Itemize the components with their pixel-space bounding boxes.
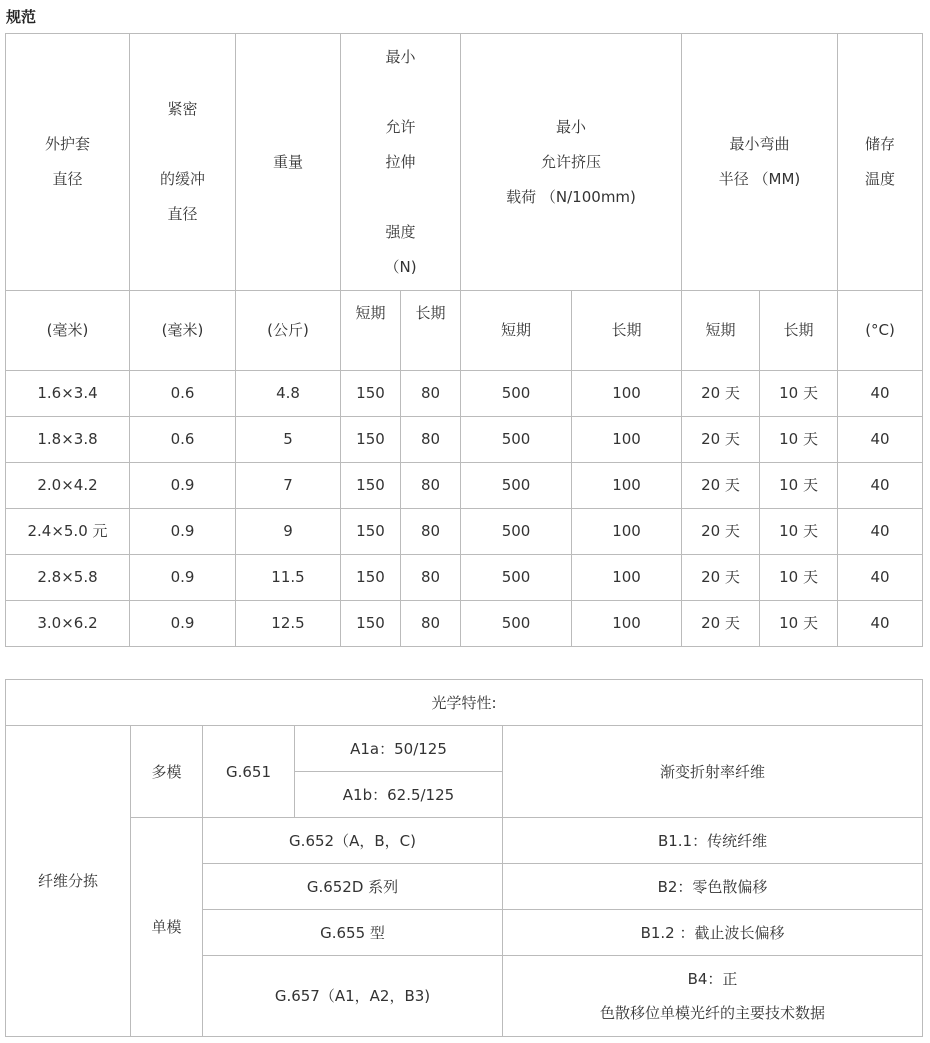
cell-buffer-diameter: 0.9 xyxy=(130,601,236,647)
singlemode-standard: G.652D 系列 xyxy=(203,864,503,910)
cell-tensile-short: 150 xyxy=(341,509,401,555)
cell-tensile-long: 80 xyxy=(401,371,461,417)
cell-bend-short: 20 天 xyxy=(682,601,760,647)
unit-bend-long: 长期 xyxy=(760,291,838,371)
cell-buffer-diameter: 0.6 xyxy=(130,371,236,417)
cell-weight: 4.8 xyxy=(236,371,341,417)
cell-storage-temp: 40 xyxy=(838,509,923,555)
unit-weight: (公斤) xyxy=(236,291,341,371)
spec-table xyxy=(5,33,923,647)
cell-bend-long: 10 天 xyxy=(760,463,838,509)
cell-storage-temp: 40 xyxy=(838,417,923,463)
cell-outer-diameter: 1.6×3.4 xyxy=(6,371,130,417)
cell-storage-temp: 40 xyxy=(838,601,923,647)
section-title: 规范 xyxy=(6,8,37,26)
multimode-type: A1b：62.5/125 xyxy=(295,772,503,818)
cell-outer-diameter: 2.0×4.2 xyxy=(6,463,130,509)
cell-crush-short: 500 xyxy=(461,509,572,555)
cell-bend-long: 10 天 xyxy=(760,371,838,417)
cell-tensile-short: 150 xyxy=(341,463,401,509)
cell-crush-short: 500 xyxy=(461,417,572,463)
singlemode-standard: G.652（A，B，C) xyxy=(203,818,503,864)
table-row xyxy=(6,601,923,647)
fiber-category-label: 纤维分拣 xyxy=(6,726,131,1037)
table-row xyxy=(6,509,923,555)
multimode-standard: G.651 xyxy=(203,726,295,818)
header-buffer-diameter: 紧密 的缓冲 直径 xyxy=(130,34,236,291)
optical-table xyxy=(5,679,923,1037)
cell-bend-short: 20 天 xyxy=(682,555,760,601)
cell-buffer-diameter: 0.9 xyxy=(130,463,236,509)
header-bend-radius: 最小弯曲 半径 （MM) xyxy=(682,34,838,291)
cell-bend-short: 20 天 xyxy=(682,371,760,417)
cell-outer-diameter: 2.4×5.0 元 xyxy=(6,509,130,555)
cell-crush-long: 100 xyxy=(572,555,682,601)
singlemode-description: B4：正 色散移位单模光纤的主要技术数据 xyxy=(503,956,923,1037)
header-row xyxy=(6,34,923,291)
cell-weight: 9 xyxy=(236,509,341,555)
table-row xyxy=(6,371,923,417)
cell-bend-short: 20 天 xyxy=(682,463,760,509)
cell-crush-short: 500 xyxy=(461,601,572,647)
cell-tensile-long: 80 xyxy=(401,509,461,555)
cell-tensile-short: 150 xyxy=(341,417,401,463)
unit-buffer-diameter: (毫米) xyxy=(130,291,236,371)
cell-crush-short: 500 xyxy=(461,371,572,417)
cell-weight: 11.5 xyxy=(236,555,341,601)
cell-buffer-diameter: 0.6 xyxy=(130,417,236,463)
singlemode-label: 单模 xyxy=(131,818,203,1037)
cell-crush-short: 500 xyxy=(461,463,572,509)
cell-buffer-diameter: 0.9 xyxy=(130,509,236,555)
multimode-label: 多模 xyxy=(131,726,203,818)
cell-crush-long: 100 xyxy=(572,417,682,463)
cell-weight: 5 xyxy=(236,417,341,463)
cell-tensile-short: 150 xyxy=(341,555,401,601)
unit-outer-diameter: (毫米) xyxy=(6,291,130,371)
spec-body xyxy=(6,371,923,647)
cell-bend-short: 20 天 xyxy=(682,509,760,555)
cell-storage-temp: 40 xyxy=(838,371,923,417)
header-weight: 重量 xyxy=(236,34,341,291)
cell-bend-long: 10 天 xyxy=(760,509,838,555)
header-outer-diameter: 外护套 直径 xyxy=(6,34,130,291)
header-tensile-strength: 最小 允许 拉伸 强度 （N) xyxy=(341,34,461,291)
header-crush-load: 最小 允许挤压 载荷 （N/100mm) xyxy=(461,34,682,291)
cell-outer-diameter: 3.0×6.2 xyxy=(6,601,130,647)
cell-tensile-short: 150 xyxy=(341,601,401,647)
singlemode-description: B1.1：传统纤维 xyxy=(503,818,923,864)
table-row xyxy=(6,463,923,509)
cell-crush-long: 100 xyxy=(572,463,682,509)
unit-tensile-short: 短期 xyxy=(341,291,401,371)
singlemode-standard: G.655 型 xyxy=(203,910,503,956)
cell-tensile-long: 80 xyxy=(401,463,461,509)
cell-tensile-short: 150 xyxy=(341,371,401,417)
optical-title: 光学特性: xyxy=(6,680,923,726)
unit-storage: (°C) xyxy=(838,291,923,371)
singlemode-standard: G.657（A1，A2，B3) xyxy=(203,956,503,1037)
multimode-description: 渐变折射率纤维 xyxy=(503,726,923,818)
cell-tensile-long: 80 xyxy=(401,601,461,647)
unit-row xyxy=(6,291,923,371)
cell-weight: 7 xyxy=(236,463,341,509)
cell-outer-diameter: 1.8×3.8 xyxy=(6,417,130,463)
cell-buffer-diameter: 0.9 xyxy=(130,555,236,601)
cell-weight: 12.5 xyxy=(236,601,341,647)
cell-tensile-long: 80 xyxy=(401,417,461,463)
unit-crush-short: 短期 xyxy=(461,291,572,371)
table-row xyxy=(6,417,923,463)
cell-crush-long: 100 xyxy=(572,371,682,417)
cell-crush-short: 500 xyxy=(461,555,572,601)
cell-crush-long: 100 xyxy=(572,509,682,555)
cell-storage-temp: 40 xyxy=(838,463,923,509)
cell-tensile-long: 80 xyxy=(401,555,461,601)
cell-crush-long: 100 xyxy=(572,601,682,647)
cell-bend-long: 10 天 xyxy=(760,555,838,601)
cell-outer-diameter: 2.8×5.8 xyxy=(6,555,130,601)
cell-bend-long: 10 天 xyxy=(760,601,838,647)
header-storage-temp: 储存 温度 xyxy=(838,34,923,291)
cell-bend-short: 20 天 xyxy=(682,417,760,463)
singlemode-description: B2：零色散偏移 xyxy=(503,864,923,910)
unit-bend-short: 短期 xyxy=(682,291,760,371)
cell-storage-temp: 40 xyxy=(838,555,923,601)
unit-crush-long: 长期 xyxy=(572,291,682,371)
multimode-type: A1a：50/125 xyxy=(295,726,503,772)
cell-bend-long: 10 天 xyxy=(760,417,838,463)
unit-tensile-long: 长期 xyxy=(401,291,461,371)
singlemode-description: B1.2 ：截止波长偏移 xyxy=(503,910,923,956)
table-row xyxy=(6,555,923,601)
